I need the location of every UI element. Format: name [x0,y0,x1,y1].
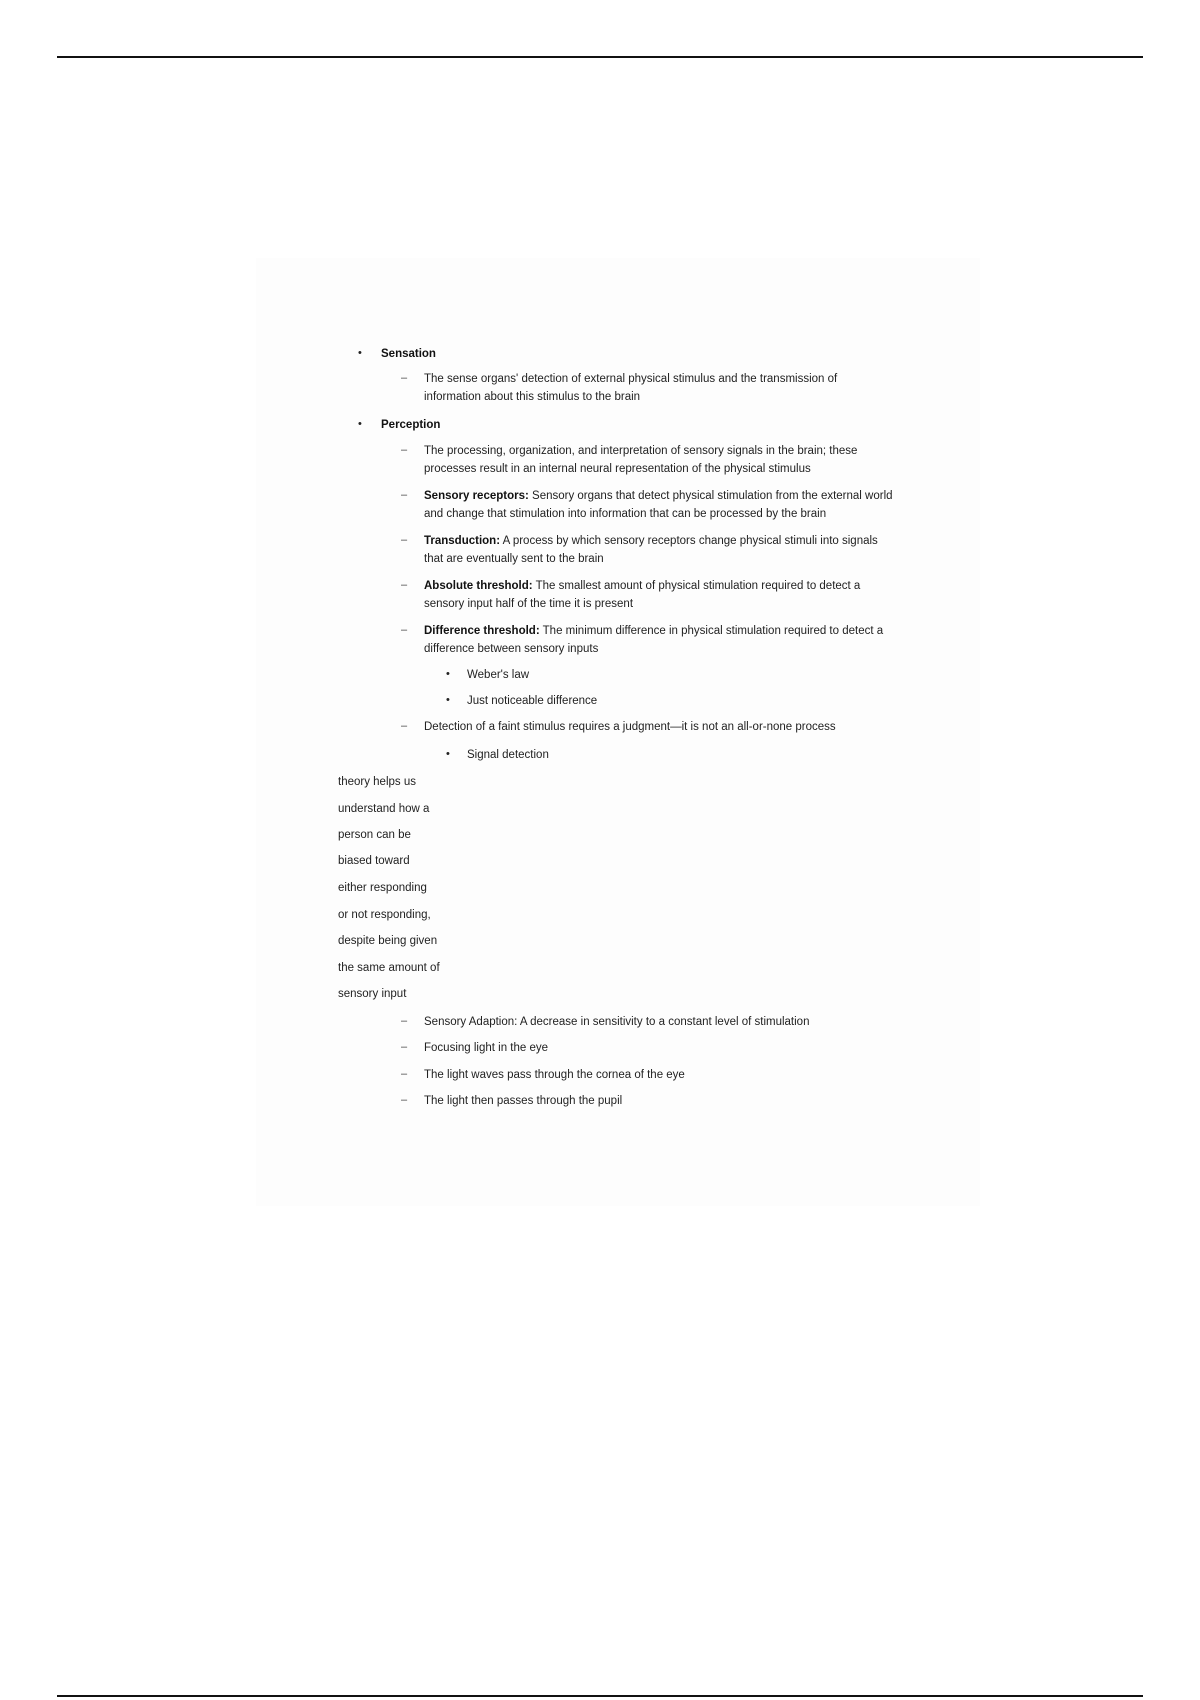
light-pupil-item: The light then passes through the pupil [424,1095,623,1107]
dash: – [401,579,408,591]
transduction-item: Transduction: A process by which sensory receptors change physical stimuli into signals that are eventually sent to the brain [424,535,878,565]
theory-line: or not responding, [338,909,431,921]
signal-detection-item: Signal detection [467,749,549,761]
theory-line: the same amount of [338,962,440,974]
bullet: • [358,418,362,430]
absolute-threshold-item: Absolute threshold: The smallest amount of physical stimulation required to detect a sensory input half of the time it is present [424,580,861,610]
theory-line: theory helps us [338,776,416,788]
dash: – [401,720,408,732]
dash: – [401,1041,408,1053]
theory-line: biased toward [338,855,410,867]
sensation-definition: The sense organs' detection of external physical stimulus and the transmission of information about this stimulus to the brain [424,373,838,403]
theory-line: either responding [338,882,427,894]
webers-law-item: Weber's law [467,669,530,681]
faint-stimulus-item: Detection of a faint stimulus requires a judgment—it is not an all-or-none process [424,721,836,733]
dash: – [401,372,408,384]
focusing-light-item: Focusing light in the eye [424,1042,549,1054]
theory-line: understand how a [338,803,430,815]
bullet: • [358,347,362,359]
sensory-receptors-item: Sensory receptors: Sensory organs that detect physical stimulation from the external world and change that stimulation into information that can be processed by the brain [424,490,893,520]
dash: – [401,1068,408,1080]
perception-definition: The processing, organization, and interpretation of sensory signals in the brain; these processes result in an internal neural representation of the physical stimulus [424,445,858,475]
light-cornea-item: The light waves pass through the cornea of the eye [424,1069,685,1081]
bullet: • [446,668,450,680]
theory-line: sensory input [338,988,407,1000]
bullet: • [446,694,450,706]
jnd-item: Just noticeable difference [467,695,598,707]
sensory-adaption-item: Sensory Adaption: A decrease in sensitivity to a constant level of stimulation [424,1016,810,1028]
theory-line: person can be [338,829,411,841]
bottom-rule [57,1695,1143,1697]
dash: – [401,1094,408,1106]
dash: – [401,534,408,546]
theory-line: despite being given [338,935,438,947]
dash: – [401,1015,408,1027]
dash: – [401,444,408,456]
heading-perception: Perception [381,419,441,431]
dash: – [401,489,408,501]
top-rule [57,56,1143,58]
bullet: • [446,748,450,760]
dash: – [401,624,408,636]
difference-threshold-item: Difference threshold: The minimum difference in physical stimulation required to detect a difference between sensory inputs [424,625,884,655]
heading-sensation: Sensation [381,348,436,360]
